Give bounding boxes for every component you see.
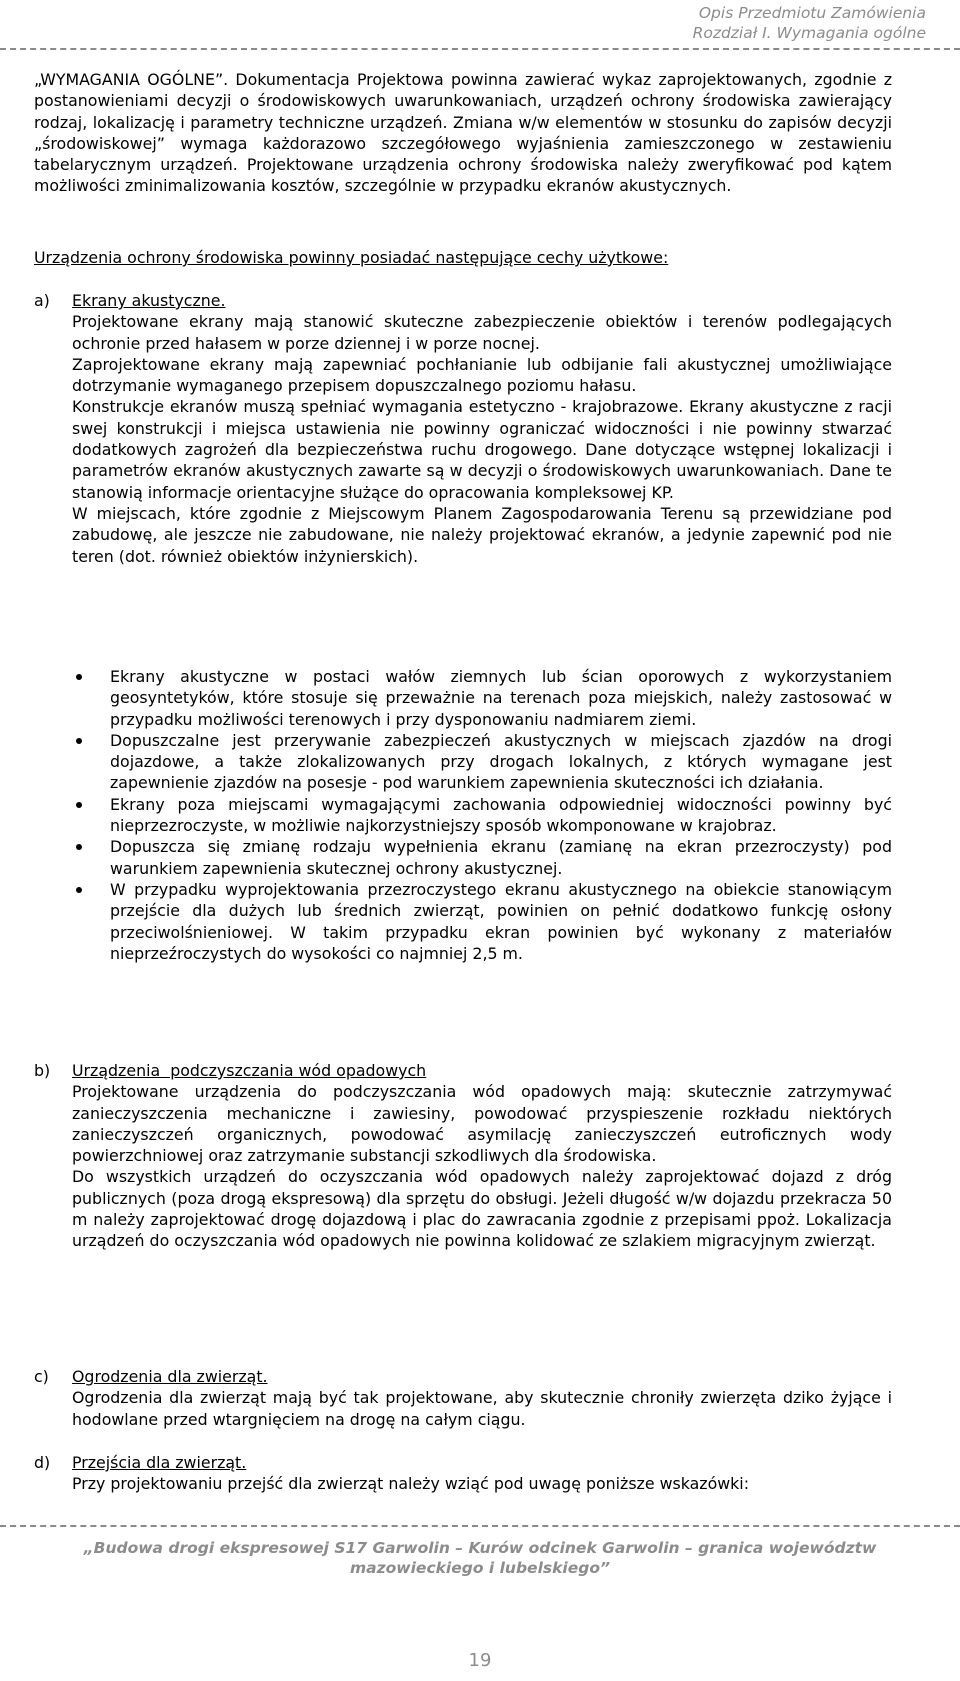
features-heading: Urządzenia ochrony środowiska powinny posiadać następujące cechy użytkowe: bbox=[34, 248, 669, 267]
footer-line-2: mazowieckiego i lubelskiego” bbox=[350, 1559, 610, 1577]
section-b bbox=[72, 1060, 892, 1252]
section-b-marker: b) bbox=[34, 1061, 51, 1080]
bullet-icon bbox=[76, 844, 82, 850]
section-a-paragraph: Zaprojektowane ekrany mają zapewniać pochłanianie lub odbijanie fali akustycznej umożliwiające dotrzymanie wymaganego przepisem dopuszczalnego poziomu hałasu. bbox=[72, 354, 892, 396]
features-heading-block bbox=[34, 247, 892, 268]
section-d bbox=[72, 1452, 892, 1495]
section-a-bullet-list bbox=[72, 666, 892, 964]
footer-line-1: „Budowa drogi ekspresowej S17 Garwolin – Kurów odcinek Garwolin – granica województw bbox=[83, 1539, 877, 1557]
section-a-marker: a) bbox=[34, 291, 50, 310]
intro-section bbox=[34, 69, 892, 197]
bullet-icon bbox=[76, 802, 82, 808]
section-c bbox=[72, 1366, 892, 1430]
section-a-heading: Ekrany akustyczne. bbox=[72, 291, 226, 310]
list-item: Ekrany poza miejscami wymagającymi zachowania odpowiedniej widoczności powinny być nieprzezroczyste, w możliwie najkorzystniejszy sposób wkomponowane w krajobraz. bbox=[72, 794, 892, 837]
section-b-paragraph: Projektowane urządzenia do podczyszczania wód opadowych mają: skutecznie zatrzymywać zanieczyszczenia mechaniczne i zawiesiny, powodować przyspieszenie rozkładu niektórych zanieczyszczeń organicznych, powodować asymilację zanieczyszczeń eutroficznych wody powierzchniowej oraz zatrzymanie substancji szkodliwych dla środowiska. bbox=[72, 1082, 892, 1166]
page-number: 19 bbox=[468, 1650, 492, 1671]
section-c-paragraph: Ogrodzenia dla zwierząt mają być tak projektowane, aby skutecznie chroniły zwierzęta dziko żyjące i hodowlane przed wtargnięciem na drogę na całym ciągu. bbox=[72, 1388, 892, 1429]
section-a-paragraph: W miejscach, które zgodnie z Miejscowym Planem Zagospodarowania Terenu są przewidziane pod zabudowę, ale jeszcze nie zabudowane, nie należy projektować ekranów, a jedynie zapewnić pod nie teren (dot. również obiektów inżynierskich). bbox=[72, 503, 892, 566]
section-d-paragraph: Przy projektowaniu przejść dla zwierząt należy wziąć pod uwagę poniższe wskazówki: bbox=[72, 1474, 750, 1494]
section-a bbox=[72, 290, 892, 567]
intro-paragraph: „WYMAGANIA OGÓLNE”. Dokumentacja Projektowa powinna zawierać wykaz zaprojektowanych, zgodnie z postanowieniami decyzji o środowiskowych uwarunkowaniach, urządzeń ochrony środowiska zawierający rodzaj, lokalizację i parametry techniczne urządzeń. Zmiana w/w elementów w stosunku do zapisów decyzji „środowiskowej” wymaga każdorazowo szczegółowego wyjaśnienia zamieszczonego w zestawieniu tabelarycznym urządzeń. Projektowane urządzenia ochrony środowiska należy zweryfikować pod kątem możliwości zminimalizowania kosztów, szczególnie w przypadku ekranów akustycznych. bbox=[34, 70, 892, 196]
bullet-icon bbox=[76, 738, 82, 744]
section-c-heading: Ogrodzenia dla zwierząt. bbox=[72, 1367, 268, 1386]
section-d-heading: Przejścia dla zwierząt. bbox=[72, 1453, 247, 1472]
footer-divider bbox=[0, 1525, 960, 1527]
bullet-icon bbox=[76, 674, 82, 680]
section-c-marker: c) bbox=[34, 1367, 49, 1386]
list-item: W przypadku wyprojektowania przezroczystego ekranu akustycznego na obiekcie stanowiącym przejście dla dużych lub średnich zwierząt, powinien on pełnić dodatkowo funkcję osłony przeciwolśnieniowej. W takim przypadku ekran powinien być wykonany z materiałów nieprzeźroczystych do wysokości co najmniej 2,5 m. bbox=[72, 879, 892, 964]
section-b-paragraph: Do wszystkich urządzeń do oczyszczania wód opadowych należy zaprojektować dojazd z dróg publicznych (poza drogą ekspresową) dla sprzętu do obsługi. Jeżeli długość w/w dojazdu przekracza 50 m należy zaprojektować drogę dojazdową i plac do zawracania zgodnie z przepisami ppoż. Lokalizacja urządzeń do oczyszczania wód opadowych nie powinna kolidować ze szlakiem migracyjnym zwierząt. bbox=[72, 1167, 892, 1251]
section-b-heading: Urządzenia podczyszczania wód opadowych bbox=[72, 1061, 427, 1080]
header-divider bbox=[0, 48, 960, 50]
bullet-icon bbox=[76, 887, 82, 893]
section-a-paragraph: Projektowane ekrany mają stanowić skuteczne zabezpieczenie obiektów i terenów podlegających ochronie przed hałasem w porze dziennej i w porze nocnej. bbox=[72, 312, 892, 353]
header-subtitle: Rozdział I. Wymagania ogólne bbox=[692, 24, 926, 42]
page-header bbox=[693, 3, 926, 43]
section-a-paragraph: Konstrukcje ekranów muszą spełniać wymagania estetyczno - krajobrazowe. Ekrany akustyczne z racji swej konstrukcji i miejsca ustawienia nie powinny ograniczać widoczności i nie powinny stwarzać dodatkowych zagrożeń dla bezpieczeństwa ruchu drogowego. Dane dotyczące wstępnej lokalizacji i parametrów ekranów akustycznych zawarte są w decyzji o środowiskowych uwarunkowaniach. Dane te stanowią informacje orientacyjne służące do opracowania kompleksowej KP. bbox=[72, 397, 892, 502]
list-item: Dopuszcza się zmianę rodzaju wypełnienia ekranu (zamianę na ekran przezroczysty) pod warunkiem zapewnienia skutecznej ochrony akustycznej. bbox=[72, 836, 892, 879]
list-item: Ekrany akustyczne w postaci wałów ziemnych lub ścian oporowych z wykorzystaniem geosyntetyków, które stosuje się przeważnie na terenach poza miejskich, należy zastosować w przypadku możliwości terenowych i przy dysponowaniu nadmiarem ziemi. bbox=[72, 666, 892, 730]
section-d-marker: d) bbox=[34, 1453, 51, 1472]
list-item: Dopuszczalne jest przerywanie zabezpieczeń akustycznych w miejscach zjazdów na drogi dojazdowe, a także zlokalizowanych przy drogach lokalnych, z których wymagane jest zapewnienie zjazdów na posesje - pod warunkiem zapewnienia skuteczności ich działania. bbox=[72, 730, 892, 794]
header-title: Opis Przedmiotu Zamówienia bbox=[698, 4, 926, 22]
